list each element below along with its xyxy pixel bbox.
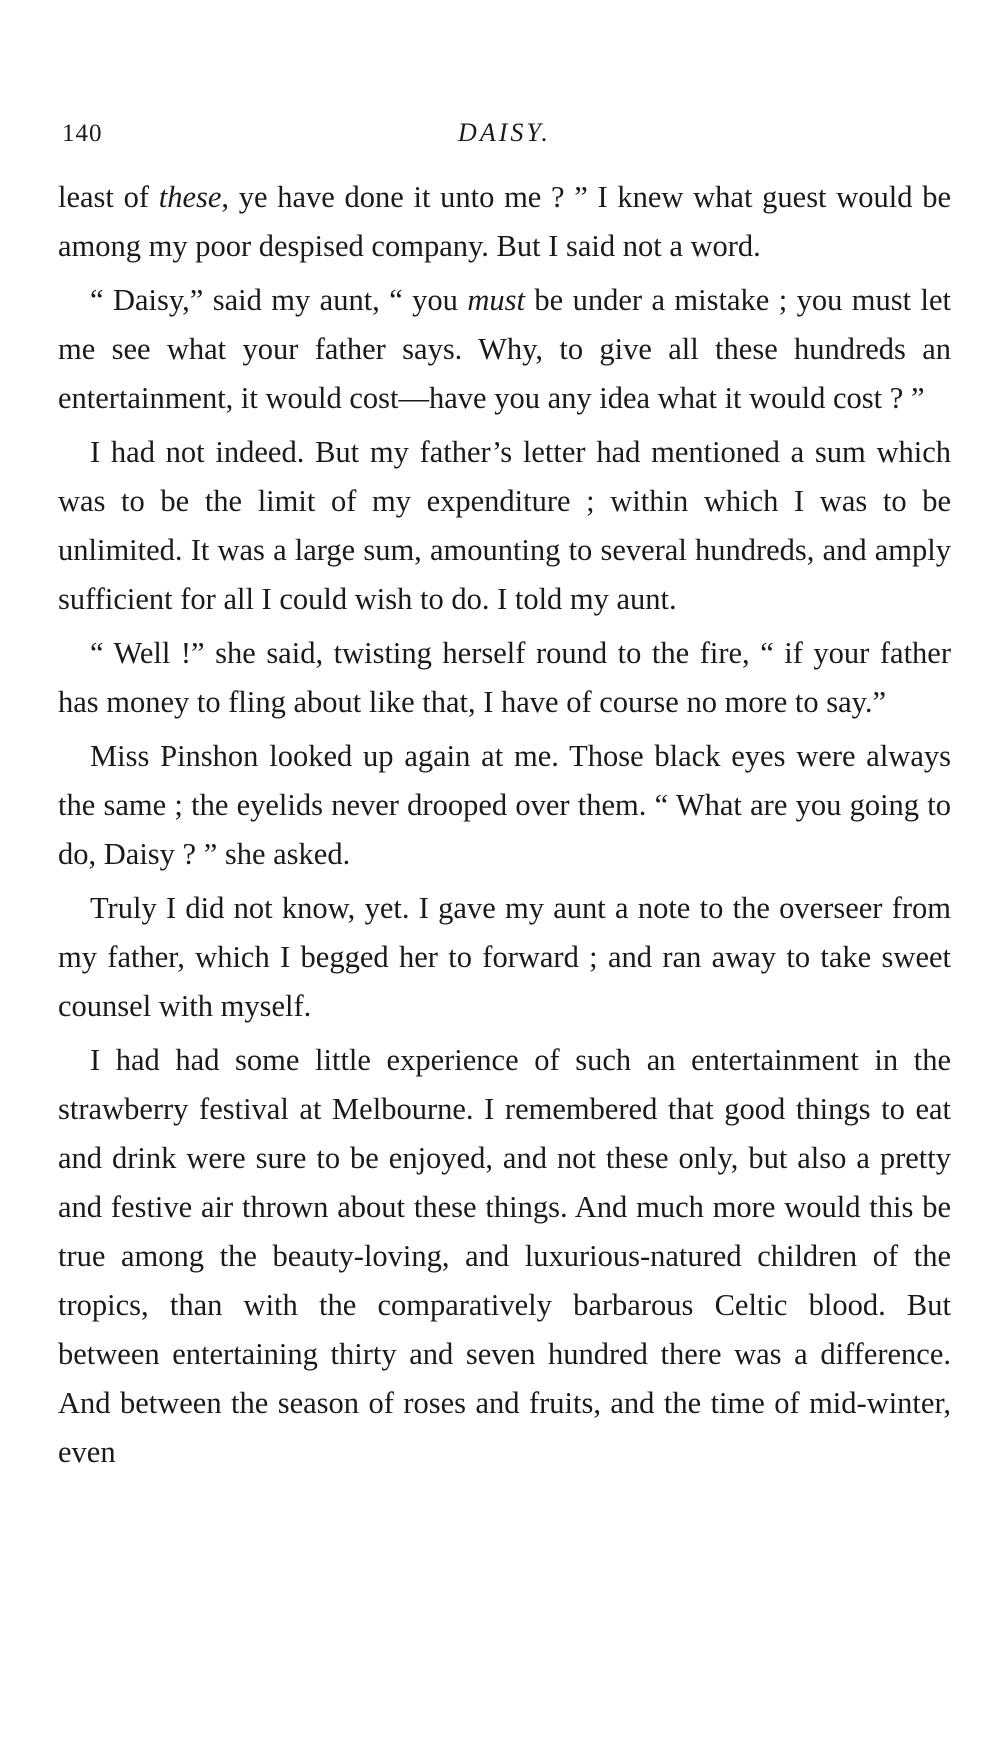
page-number: 140 xyxy=(62,120,103,147)
text-run: least of xyxy=(58,180,159,214)
text-run: be under a mistake ; you must let me see what your father says. Why, to give all these hundreds an entertainment, it would cost—have you any idea what it would cost ? ” xyxy=(58,283,951,415)
paragraph xyxy=(58,629,951,727)
running-title: DAISY. xyxy=(458,118,551,147)
page-header xyxy=(58,100,951,160)
paragraph xyxy=(58,276,951,423)
body-text xyxy=(58,173,951,1477)
paragraph xyxy=(58,1036,951,1477)
text-run: Truly I did not know, yet. I gave my aunt a note to the overseer from my father, which I begged her to forward ; and ran away to take sweet counsel with myself. xyxy=(58,891,951,1023)
paragraph xyxy=(58,884,951,1031)
italic-text: must xyxy=(467,283,525,317)
text-run: I had not indeed. But my father’s letter had mentioned a sum which was to be the limit of my expenditure ; within which I was to be unlimited. It was a large sum, amounting to several hundreds, and amply sufficient for all I could wish to do. I told my aunt. xyxy=(58,435,951,616)
text-run: Miss Pinshon looked up again at me. Those black eyes were always the same ; the eyelids never drooped over them. “ What are you going to do, Daisy ? ” she asked. xyxy=(58,739,951,871)
text-run: , ye have done it unto me ? ” I knew what guest would be among my poor despised company. But I said not a word. xyxy=(58,180,951,263)
paragraph xyxy=(58,173,951,271)
text-run: I had had some little experience of such an entertainment in the strawberry festival at Melbourne. I remembered that good things to eat and drink were sure to be enjoyed, and not these only, but also a pretty and festive air thrown about these things. And much more would this be true among the beauty-loving, and luxurious-natured children of the tropics, than with the comparatively barbarous Celtic blood. But between entertaining thirty and seven hundred there was a difference. And between the season of roses and fruits, and the time of mid-winter, even xyxy=(58,1043,951,1469)
text-run: “ Daisy,” said my aunt, “ you xyxy=(90,283,468,317)
italic-text: these xyxy=(158,180,222,214)
paragraph xyxy=(58,732,951,879)
book-page xyxy=(58,100,951,1482)
paragraph xyxy=(58,428,951,624)
text-run: “ Well !” she said, twisting herself round to the fire, “ if your father has money to fling about like that, I have of course no more to say.” xyxy=(58,636,951,719)
